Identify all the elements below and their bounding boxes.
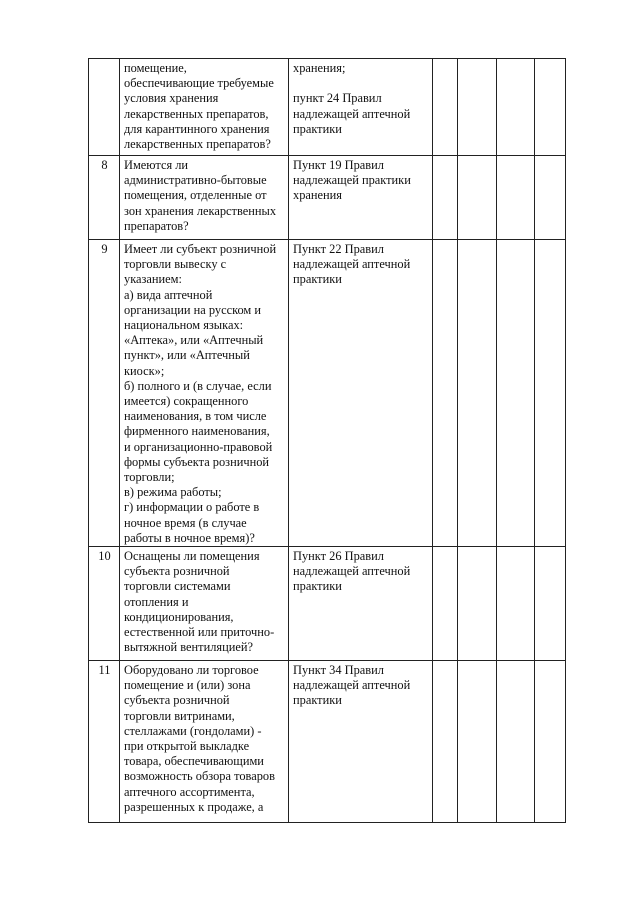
answer-no-cell (458, 59, 497, 156)
reference-cell: Пункт 26 Правил надлежащей аптечной практики (289, 547, 433, 661)
row-number: 10 (89, 547, 120, 661)
answer-na-cell (497, 59, 535, 156)
answer-na-cell (497, 240, 535, 547)
answer-yes-cell (433, 547, 458, 661)
answer-no-cell (458, 156, 497, 240)
table-row (89, 547, 566, 661)
table-row (89, 156, 566, 240)
table-row (89, 661, 566, 823)
row-number (89, 59, 120, 156)
answer-na-cell (497, 547, 535, 661)
answer-no-cell (458, 240, 497, 547)
question-cell: Имеет ли субъект розничной торговли вывеску с указанием: а) вида аптечной организации на русском и национальном языках: «Аптека», или «Аптечный пункт», или «Аптечный киоск»; б) полного и (в случае, если имеется) сокращенного наименования, в том числе фирменного наименования, и организационно-правовой формы субъекта розничной торговли; в) режима работы; г) информации о работе в ночное время (в случае работы в ночное время)? (120, 240, 289, 547)
table-row (89, 240, 566, 547)
answer-yes-cell (433, 59, 458, 156)
note-cell (535, 240, 566, 547)
reference-cell: Пункт 19 Правил надлежащей практики хранения (289, 156, 433, 240)
question-cell: Оснащены ли помещения субъекта розничной торговли системами отопления и кондиционирования, естественной или приточно- вытяжной вентиляцией? (120, 547, 289, 661)
question-cell: Оборудовано ли торговое помещение и (или) зона субъекта розничной торговли витринами, стеллажами (гондолами) - при открытой выкладке товара, обеспечивающими возможность обзора товаров аптечного ассортимента, разрешенных к продаже, а (120, 661, 289, 823)
question-cell: Имеются ли административно-бытовые помещения, отделенные от зон хранения лекарственных препаратов? (120, 156, 289, 240)
reference-cell: хранения; пункт 24 Правил надлежащей аптечной практики (289, 59, 433, 156)
row-number: 8 (89, 156, 120, 240)
answer-no-cell (458, 661, 497, 823)
answer-na-cell (497, 661, 535, 823)
row-number: 9 (89, 240, 120, 547)
answer-yes-cell (433, 156, 458, 240)
question-cell: помещение, обеспечивающие требуемые условия хранения лекарственных препаратов, для карантинного хранения лекарственных препаратов? (120, 59, 289, 156)
answer-no-cell (458, 547, 497, 661)
note-cell (535, 547, 566, 661)
reference-cell: Пункт 22 Правил надлежащей аптечной практики (289, 240, 433, 547)
note-cell (535, 59, 566, 156)
checklist-table (88, 58, 566, 823)
note-cell (535, 661, 566, 823)
answer-yes-cell (433, 661, 458, 823)
answer-yes-cell (433, 240, 458, 547)
reference-cell: Пункт 34 Правил надлежащей аптечной практики (289, 661, 433, 823)
note-cell (535, 156, 566, 240)
row-number: 11 (89, 661, 120, 823)
table-row (89, 59, 566, 156)
answer-na-cell (497, 156, 535, 240)
